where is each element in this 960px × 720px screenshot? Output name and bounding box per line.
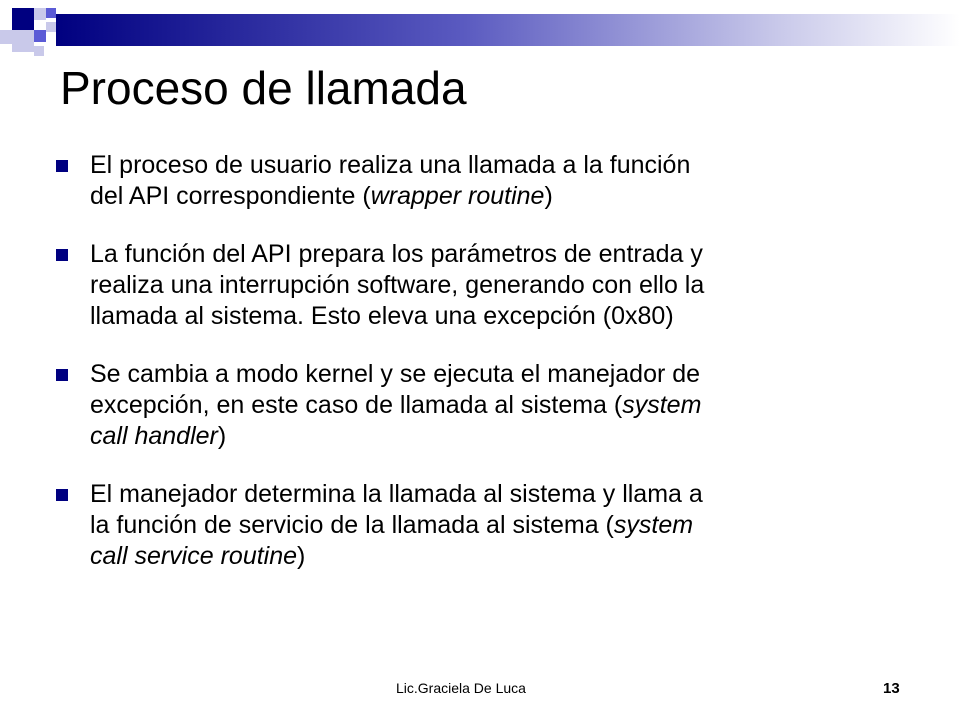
bullet-text-line: call handler) [90, 422, 227, 450]
decor-square [46, 22, 56, 32]
italic-term: wrapper routine [370, 182, 545, 210]
bullet-list [56, 150, 906, 599]
decor-square [34, 8, 46, 20]
slide-title: Proceso de llamada [60, 62, 467, 114]
bullet-item [56, 150, 906, 212]
bullet-text-line: La función del API prepara los parámetros de entrada y [90, 240, 703, 268]
bullet-item [56, 359, 906, 452]
bullet-text-line: El manejador determina la llamada al sistema y llama a [90, 480, 703, 508]
decor-square [0, 30, 12, 44]
footer-author: Lic.Graciela De Luca [396, 680, 526, 696]
decor-square [46, 8, 56, 18]
square-bullet-icon [56, 489, 68, 501]
bullet-text-line: llamada al sistema. Esto eleva una excepción (0x80) [90, 302, 674, 330]
square-bullet-icon [56, 160, 68, 172]
bullet-item [56, 239, 906, 332]
square-bullet-icon [56, 369, 68, 381]
square-bullet-icon [56, 249, 68, 261]
italic-term: system [622, 391, 702, 419]
bullet-item [56, 479, 906, 572]
bullet-text-line: call service routine) [90, 542, 306, 570]
italic-term: call handler [90, 422, 218, 450]
bullet-text-line: del API correspondiente (wrapper routine) [90, 182, 553, 210]
decor-square [34, 46, 44, 56]
decor-square [34, 30, 46, 42]
page-number: 13 [883, 680, 900, 697]
bullet-text-line: Se cambia a modo kernel y se ejecuta el manejador de [90, 360, 701, 388]
italic-term: system [613, 511, 694, 539]
bullet-text-line: excepción, en este caso de llamada al sistema (system [90, 391, 702, 419]
bullet-text-line: la función de servicio de la llamada al sistema (system [90, 511, 694, 539]
bullet-text-line: realiza una interrupción software, generando con ello la [90, 271, 705, 299]
header-gradient-bar [56, 14, 960, 46]
decor-square [12, 30, 34, 52]
italic-term: call service routine [90, 542, 298, 570]
decor-square [12, 8, 34, 30]
bullet-text-line: El proceso de usuario realiza una llamada a la función [90, 151, 691, 179]
